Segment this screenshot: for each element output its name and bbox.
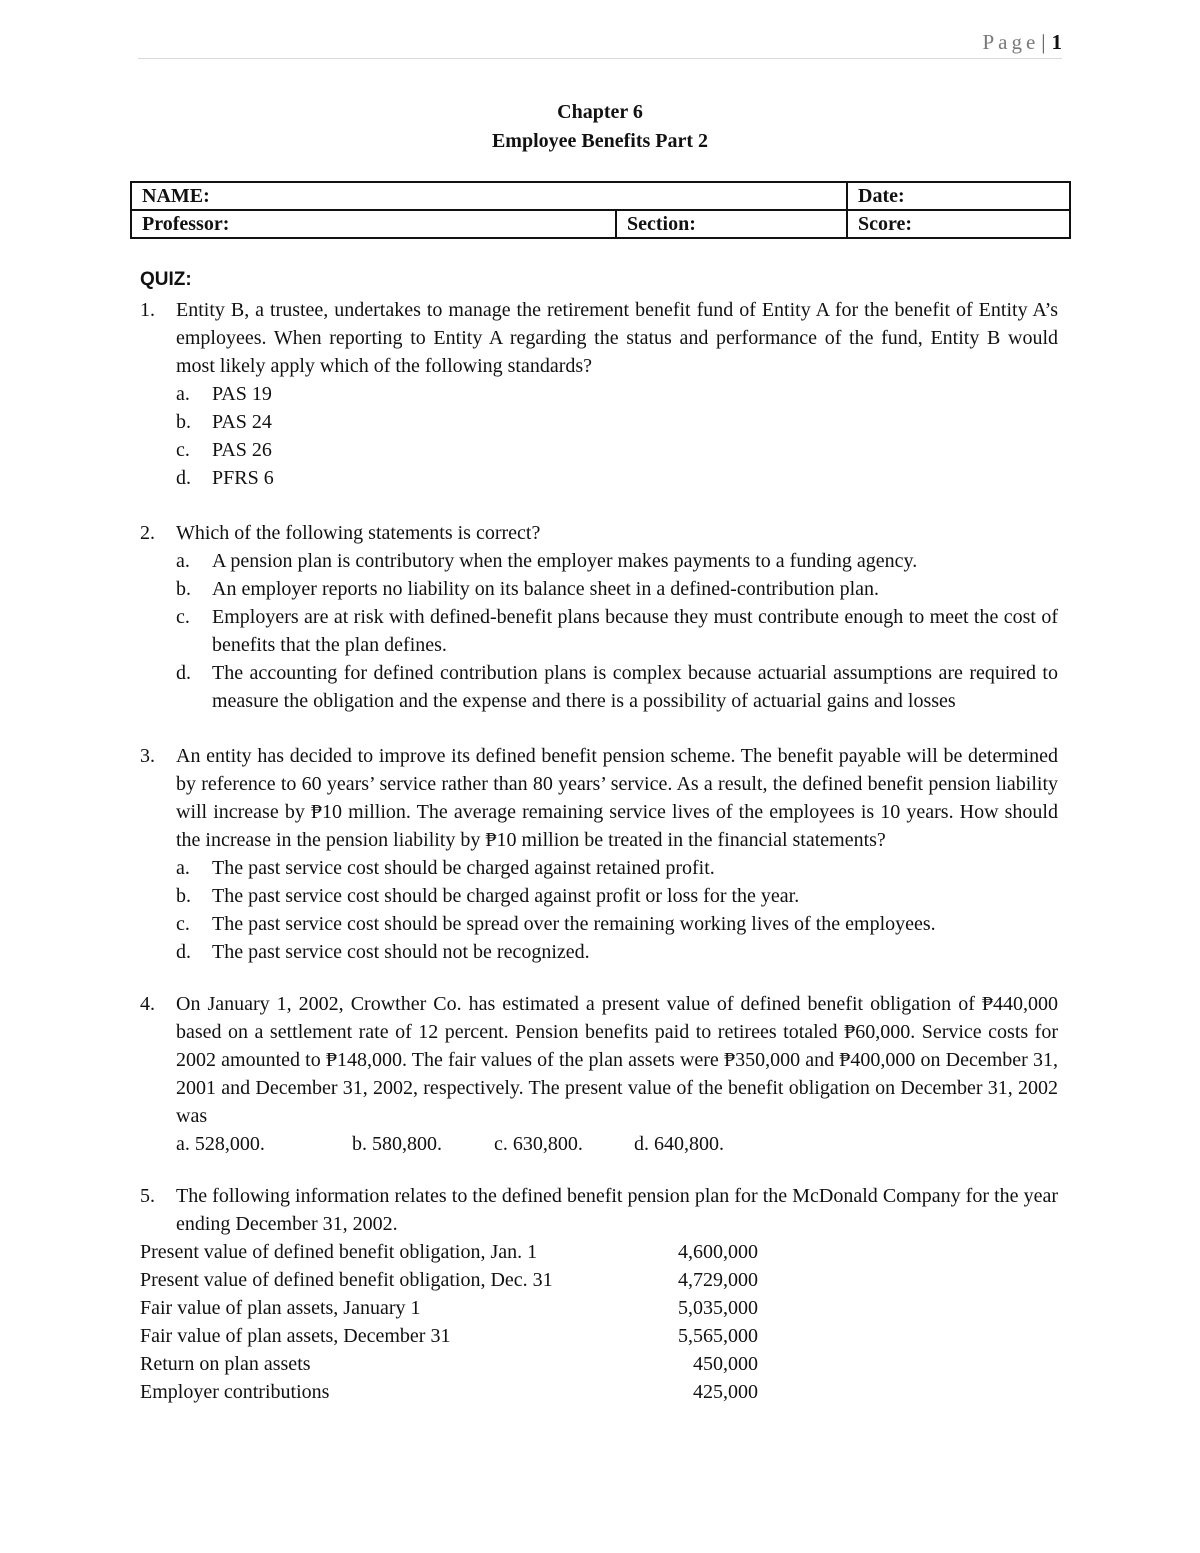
financial-row: Fair value of plan assets, January 1 5,035,000 bbox=[140, 1297, 758, 1319]
quiz-content bbox=[140, 266, 1058, 1406]
option-1d[interactable]: d. PFRS 6 bbox=[176, 467, 274, 489]
chapter-title: Chapter 6 bbox=[557, 101, 643, 123]
question-4-options bbox=[176, 1130, 1058, 1158]
section-field[interactable]: Section: bbox=[616, 210, 847, 238]
question-5: 5. The following information relates to the defined benefit pension plan for the McDonald Company for the year ending December 31, 2002. bbox=[140, 1185, 1058, 1235]
page-header bbox=[138, 28, 1062, 59]
financial-row: Present value of defined benefit obligation, Dec. 31 4,729,000 bbox=[140, 1269, 758, 1291]
option-3d[interactable]: d. The past service cost should not be recognized. bbox=[176, 941, 590, 963]
option-3b[interactable]: b. The past service cost should be charged against profit or loss for the year. bbox=[176, 885, 800, 907]
option-1a[interactable]: a. PAS 19 bbox=[176, 383, 272, 405]
option-4b[interactable]: b. 580,800. bbox=[352, 1133, 442, 1155]
student-info-table bbox=[130, 181, 1071, 239]
chapter-subtitle: Employee Benefits Part 2 bbox=[491, 130, 709, 152]
page-number: Page| 1 bbox=[982, 30, 1062, 54]
question-3: 3. An entity has decided to improve its defined benefit pension scheme. The benefit payable will be determined by reference to 60 years’ service rather than 80 years’ service. As a result, the defined benefit pension liability will increase by ₱10 million. The average remaining service lives of the employees is 10 years. How should the increase in the pension liability by ₱10 million be treated in the financial statements? bbox=[140, 745, 1058, 851]
financial-row: Employer contributions 425,000 bbox=[140, 1381, 758, 1403]
option-2b[interactable]: b. An employer reports no liability on its balance sheet in a defined-contribution plan. bbox=[176, 578, 880, 600]
professor-field[interactable]: Professor: bbox=[131, 210, 616, 238]
quiz-heading: QUIZ: bbox=[140, 269, 192, 290]
question-2: 2. Which of the following statements is correct? bbox=[140, 522, 541, 544]
score-field[interactable]: Score: bbox=[847, 210, 1070, 238]
option-3c[interactable]: c. The past service cost should be spread over the remaining working lives of the employees. bbox=[176, 913, 936, 935]
option-4a[interactable]: a. 528,000. bbox=[176, 1133, 265, 1155]
option-2d[interactable]: d. The accounting for defined contribution plans is complex because actuarial assumptions are required to measure the obligation and the expense and there is a possibility of actuarial gains and losses bbox=[176, 662, 1058, 712]
financial-row: Present value of defined benefit obligation, Jan. 1 4,600,000 bbox=[140, 1241, 758, 1263]
question-4: 4. On January 1, 2002, Crowther Co. has estimated a present value of defined benefit obligation of ₱440,000 based on a settlement rate of 12 percent. Pension benefits paid to retirees totaled ₱60,000. Service costs for 2002 amounted to ₱148,000. The fair values of the plan assets were ₱350,000 and ₱400,000 on December 31, 2001 and December 31, 2002, respectively. The present value of the benefit obligation on December 31, 2002 was bbox=[140, 993, 1058, 1127]
option-2c[interactable]: c. Employers are at risk with defined-benefit plans because they must contribute enough to meet the cost of benefits that the plan defines. bbox=[176, 606, 1058, 656]
option-1c[interactable]: c. PAS 26 bbox=[176, 439, 272, 461]
name-field[interactable]: NAME: bbox=[131, 182, 847, 210]
date-field[interactable]: Date: bbox=[847, 182, 1070, 210]
option-1b[interactable]: b. PAS 24 bbox=[176, 411, 272, 433]
option-4c[interactable]: c. 630,800. bbox=[494, 1133, 583, 1155]
financial-row: Fair value of plan assets, December 31 5,565,000 bbox=[140, 1325, 758, 1347]
financial-row: Return on plan assets 450,000 bbox=[140, 1353, 758, 1375]
option-2a[interactable]: a. A pension plan is contributory when the employer makes payments to a funding agency. bbox=[176, 550, 918, 572]
option-3a[interactable]: a. The past service cost should be charged against retained profit. bbox=[176, 857, 715, 879]
question-1: 1. Entity B, a trustee, undertakes to manage the retirement benefit fund of Entity A for the benefit of Entity A’s employees. When reporting to Entity A regarding the status and performance of the fund, Entity B would most likely apply which of the following standards? bbox=[140, 299, 1058, 377]
option-4d[interactable]: d. 640,800. bbox=[634, 1133, 724, 1155]
